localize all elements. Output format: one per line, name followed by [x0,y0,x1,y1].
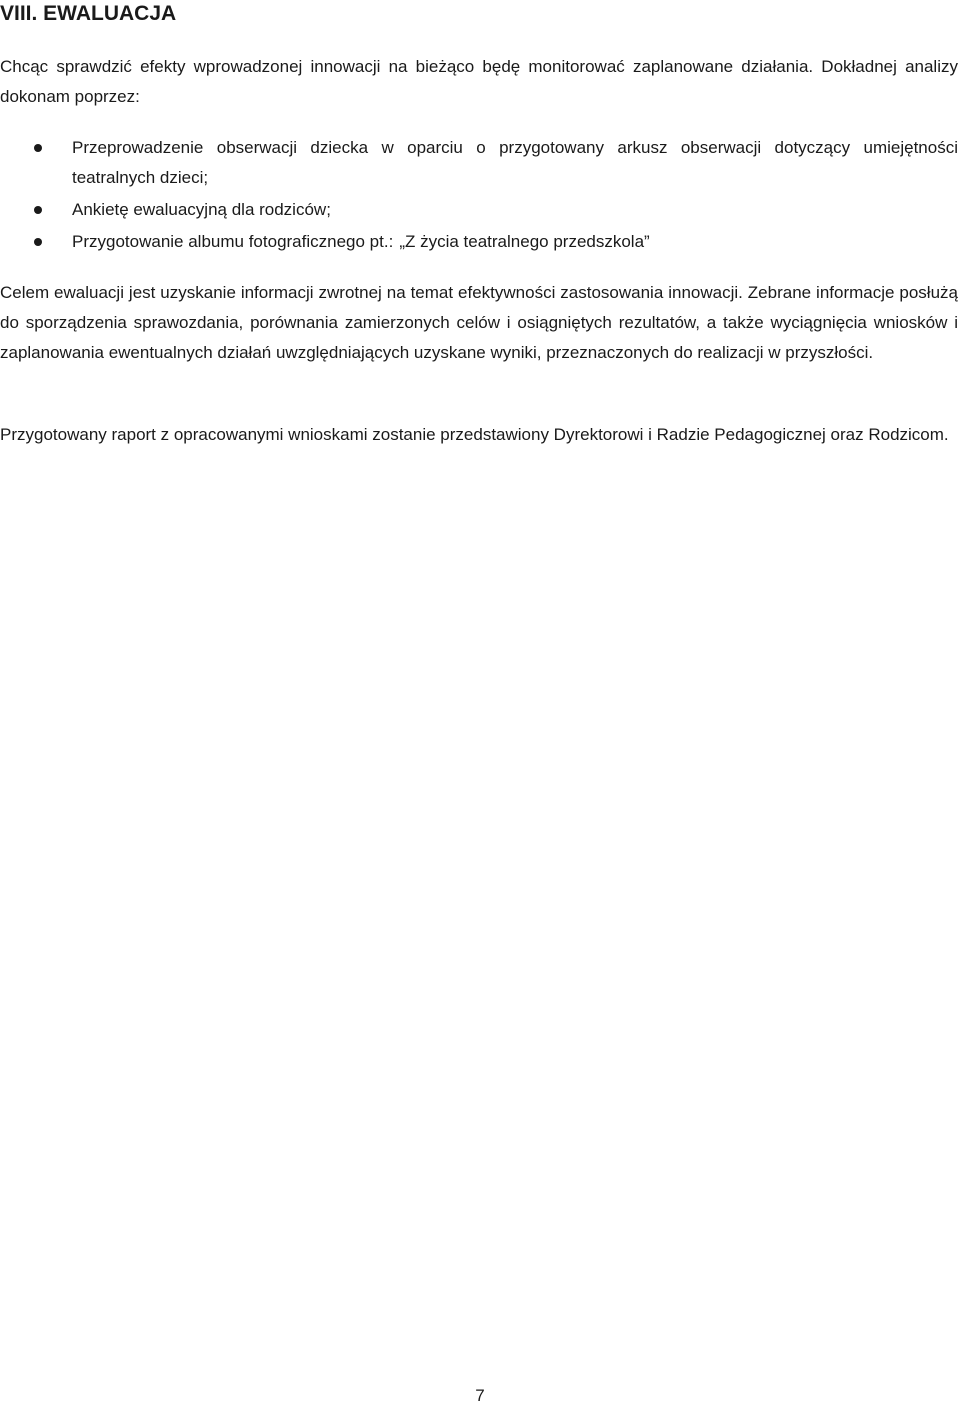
report-paragraph: Przygotowany raport z opracowanymi wnioskami zostanie przedstawiony Dyrektorowi i Radzie Pedagogicznej oraz Rodzicom. [0,425,949,444]
goal-paragraph: Celem ewaluacji jest uzyskanie informacji zwrotnej na temat efektywności zastosowania innowacji. Zebrane informacje posłużą do sporządzenia sprawozdania, porównania zamierzonych celów i osiągniętych rezultatów, a także wyciągnięcia wniosków i zaplanowania ewentualnych działań uwzględniających uzyskane wyniki, przeznaczonych do realizacji w przyszłości. [0,283,958,362]
album-title: „Z życia teatralnego przedszkola” [399,232,650,251]
list-item [0,133,958,193]
list-item-text: Przygotowanie albumu fotograficznego pt.: [72,232,394,251]
bullet-icon [34,144,42,152]
list-item-text: Przeprowadzenie obserwacji dziecka w oparciu o przygotowany arkusz obserwacji dotyczący umiejętności teatralnych dzieci; [72,138,958,187]
bullet-icon [34,238,42,246]
evaluation-methods-list [0,133,960,259]
bullet-icon [34,206,42,214]
intro-paragraph: Chcąc sprawdzić efekty wprowadzonej innowacji na bieżąco będę monitorować zaplanowane działania. Dokładnej analizy dokonam poprzez: [0,57,958,106]
page-number: 7 [475,1386,485,1405]
list-item [0,195,958,225]
list-item [0,227,958,257]
section-heading: VIII. EWALUACJA [0,2,177,25]
list-item-text: Ankietę ewaluacyjną dla rodziców; [72,200,331,219]
